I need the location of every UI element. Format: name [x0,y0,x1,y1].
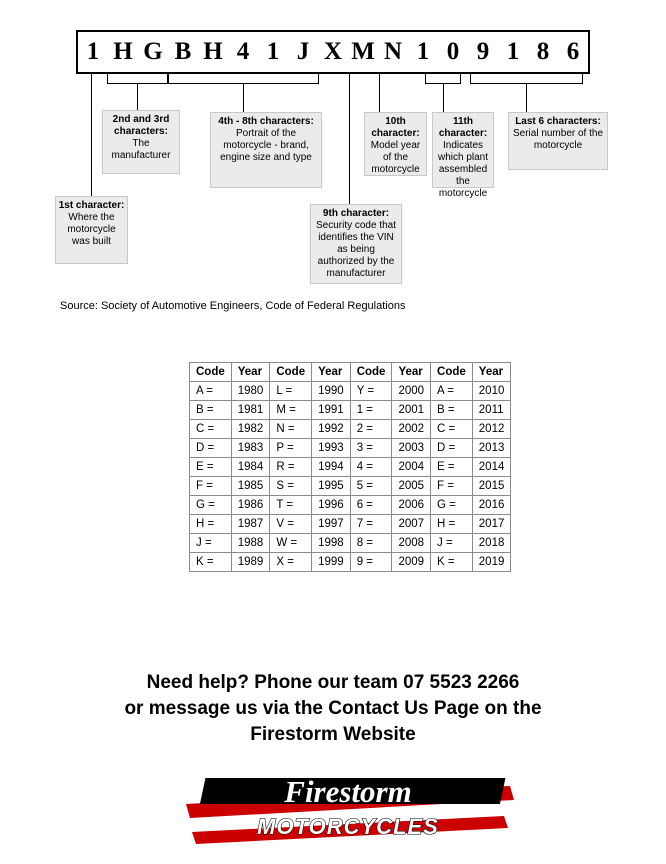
table-row [190,420,511,439]
vin-char: 8 [536,38,550,65]
cell: 7 = [350,515,392,534]
cell: 6 = [350,496,392,515]
connector-line-6 [443,84,444,112]
table-row [190,439,511,458]
cell: H = [190,515,232,534]
vin-char: 1 [266,38,280,65]
table-row [190,458,511,477]
cell: 1988 [231,534,270,553]
cell: 1992 [312,420,351,439]
cell: 1997 [312,515,351,534]
connector-line-7 [526,84,527,112]
table-row [190,496,511,515]
cell: 1987 [231,515,270,534]
vin-char: 0 [446,38,460,65]
cell: 2002 [392,420,431,439]
cell: 9 = [350,553,392,572]
cell: D = [190,439,232,458]
table-row [190,477,511,496]
cell: V = [270,515,312,534]
vin-char: X [323,38,343,65]
column-header: Code [270,363,312,382]
callout-body: Serial number of the motorcycle [512,128,604,151]
cell: G = [190,496,232,515]
cell: 1986 [231,496,270,515]
column-header: Code [350,363,392,382]
cell: N = [270,420,312,439]
cell: 2 = [350,420,392,439]
cell: 1985 [231,477,270,496]
cell: C = [190,420,232,439]
cell: T = [270,496,312,515]
cell: 2010 [472,382,511,401]
connector-line-4 [349,74,350,204]
cell: 2005 [392,477,431,496]
cell: 1989 [231,553,270,572]
cell: H = [431,515,473,534]
cell: J = [431,534,473,553]
cell: 2018 [472,534,511,553]
vin-char: J [296,38,310,65]
help-message [0,670,666,748]
callout-title: 2nd and 3rd characters: [112,114,170,137]
vin-char: M [351,38,375,65]
cell: 2019 [472,553,511,572]
cell: P = [270,439,312,458]
cell: 1995 [312,477,351,496]
cell: 2009 [392,553,431,572]
logo-word-top: Firestorm [284,774,412,809]
cell: E = [190,458,232,477]
cell: 5 = [350,477,392,496]
cell: G = [431,496,473,515]
connector-line-5 [379,74,380,112]
vin-char: G [143,38,163,65]
cell: 2011 [472,401,511,420]
cell: 1984 [231,458,270,477]
cell: F = [431,477,473,496]
vin-number-row [76,30,590,74]
cell: Y = [350,382,392,401]
vin-char: H [113,38,133,65]
vin-char: 9 [476,38,490,65]
vin-char: H [203,38,223,65]
cell: D = [431,439,473,458]
callout-fourth-eighth-characters [210,112,322,188]
cell: 2016 [472,496,511,515]
cell: 1994 [312,458,351,477]
callout-body: Security code that identifies the VIN as being authorized by the manufacturer [315,220,397,279]
callout-body: The manufacturer [111,138,171,161]
cell: 2001 [392,401,431,420]
callout-title: 9th character: [322,208,390,219]
callout-tenth-character [364,112,427,176]
cell: 3 = [350,439,392,458]
table-header-row [190,363,511,382]
cell: M = [270,401,312,420]
vin-char: 1 [416,38,430,65]
cell: 1980 [231,382,270,401]
vin-char: 1 [506,38,520,65]
cell: 1999 [312,553,351,572]
callout-eleventh-character [432,112,494,199]
column-header: Code [190,363,232,382]
callout-ninth-character [310,204,402,284]
cell: 1981 [231,401,270,420]
cell: X = [270,553,312,572]
table-row [190,401,511,420]
vin-char: B [174,38,192,65]
cell: 2014 [472,458,511,477]
cell: W = [270,534,312,553]
callout-title: 11th character: [438,116,488,139]
table-row [190,382,511,401]
cell: B = [190,401,232,420]
cell: 1982 [231,420,270,439]
cell: A = [431,382,473,401]
cell: R = [270,458,312,477]
firestorm-motorcycles-logo [178,766,518,846]
callout-last-six-characters [508,112,608,170]
cell: 2012 [472,420,511,439]
cell: 2008 [392,534,431,553]
column-header: Year [392,363,431,382]
callout-title: 4th - 8th characters: [218,116,314,127]
cell: 2017 [472,515,511,534]
logo-word-bottom: MOTORCYCLES [257,814,439,839]
cell: K = [431,553,473,572]
callout-body: Where the motorcycle was built [67,212,116,247]
callout-body: Indicates which plant assembled the motorcycle [437,140,489,199]
connector-line-1 [91,74,92,196]
cell: E = [431,458,473,477]
column-header: Year [472,363,511,382]
cell: 2007 [392,515,431,534]
bracket-last-6 [470,74,583,84]
callout-body: Portrait of the motorcycle - brand, engine size and type [220,128,312,163]
callout-body: Model year of the motorcycle [370,140,421,175]
callout-title: Last 6 characters: [515,116,601,127]
table-row [190,515,511,534]
bracket-2-3 [107,74,168,84]
cell: S = [270,477,312,496]
cell: 2003 [392,439,431,458]
cell: 1998 [312,534,351,553]
cell: K = [190,553,232,572]
callout-title: 1st character: [58,200,125,211]
callout-first-character [55,196,128,264]
cell: 2000 [392,382,431,401]
cell: C = [431,420,473,439]
table-row [190,534,511,553]
help-line-3: Firestorm Website [250,724,416,745]
column-header: Year [312,363,351,382]
cell: 2004 [392,458,431,477]
cell: 1983 [231,439,270,458]
cell: 1993 [312,439,351,458]
cell: 1991 [312,401,351,420]
table-row [190,553,511,572]
bracket-4-8 [168,74,319,84]
cell: 1990 [312,382,351,401]
column-header: Year [231,363,270,382]
cell: B = [431,401,473,420]
callout-title: 10th character: [371,116,420,139]
vin-char: N [383,38,403,65]
help-line-1: Need help? Phone our team 07 5523 2266 [146,672,520,693]
cell: A = [190,382,232,401]
cell: 8 = [350,534,392,553]
cell: 2006 [392,496,431,515]
cell: 1 = [350,401,392,420]
callout-second-third-characters [102,110,180,174]
help-line-2: or message us via the Contact Us Page on the [124,698,542,719]
column-header: Code [431,363,473,382]
cell: L = [270,382,312,401]
vin-char: 1 [86,38,100,65]
bracket-11 [425,74,461,84]
cell: F = [190,477,232,496]
connector-line-3 [243,84,244,112]
vin-char: 6 [566,38,580,65]
cell: 1996 [312,496,351,515]
cell: 2013 [472,439,511,458]
vin-char: 4 [236,38,250,65]
cell: 4 = [350,458,392,477]
source-note: Source: Society of Automotive Engineers, Code of Federal Regulations [60,300,406,312]
cell: J = [190,534,232,553]
connector-line-2 [137,84,138,110]
year-code-table [189,362,511,572]
cell: 2015 [472,477,511,496]
